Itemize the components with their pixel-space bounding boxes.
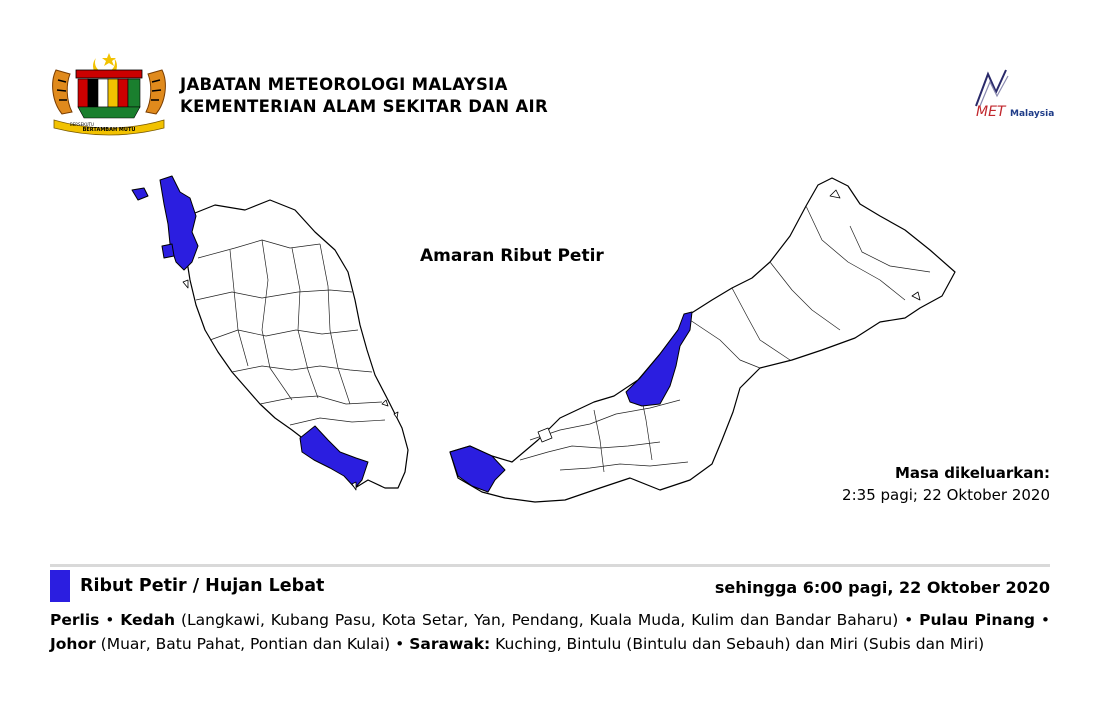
warning-details [50, 608, 1050, 656]
region-borneo [450, 178, 955, 502]
detail-areas: (Langkawi, Kubang Pasu, Kota Setar, Yan, Pendang, Kuala Muda, Kulim dan Bandar Baharu) [175, 611, 899, 629]
warning-langkawi [132, 188, 148, 200]
agency-name-line1: JABATAN METEOROLOGI MALAYSIA [180, 75, 508, 94]
warning-pulau-pinang [162, 244, 174, 258]
svg-text:BERTAMBAH MUTU: BERTAMBAH MUTU [82, 127, 136, 133]
issued-value: 2:35 pagi; 22 Oktober 2020 [842, 486, 1050, 504]
detail-separator: • [99, 611, 121, 629]
detail-separator: • [390, 635, 410, 653]
detail-areas: Kuching, Bintulu (Bintulu dan Sebauh) dan Miri (Subis dan Miri) [490, 635, 985, 653]
detail-state: Pulau Pinang [919, 611, 1035, 629]
detail-state: Sarawak: [409, 635, 491, 653]
detail-areas: (Muar, Batu Pahat, Pontian dan Kulai) [95, 635, 391, 653]
east-malaysia [450, 178, 955, 502]
legend-swatch [50, 570, 70, 602]
detail-separator: • [898, 611, 920, 629]
map-title: Amaran Ribut Petir [420, 246, 604, 266]
legend-label: Ribut Petir / Hujan Lebat [80, 576, 325, 596]
issued-time [842, 462, 1050, 506]
divider [50, 564, 1050, 567]
peninsular-malaysia [132, 176, 408, 490]
agency-name-line2: KEMENTERIAN ALAM SEKITAR DAN AIR [180, 97, 548, 116]
detail-state: Perlis [50, 611, 100, 629]
svg-text:MET: MET [976, 104, 1006, 120]
detail-state: Johor [50, 635, 96, 653]
detail-state: Kedah [120, 611, 176, 629]
detail-separator: • [1034, 611, 1050, 629]
svg-text:Malaysia: Malaysia [1010, 109, 1055, 119]
issued-label: Masa dikeluarkan: [894, 464, 1050, 482]
valid-until: sehingga 6:00 pagi, 22 Oktober 2020 [714, 578, 1050, 597]
region-peninsular [183, 200, 408, 488]
svg-text:BERSEKUTU: BERSEKUTU [70, 122, 94, 127]
